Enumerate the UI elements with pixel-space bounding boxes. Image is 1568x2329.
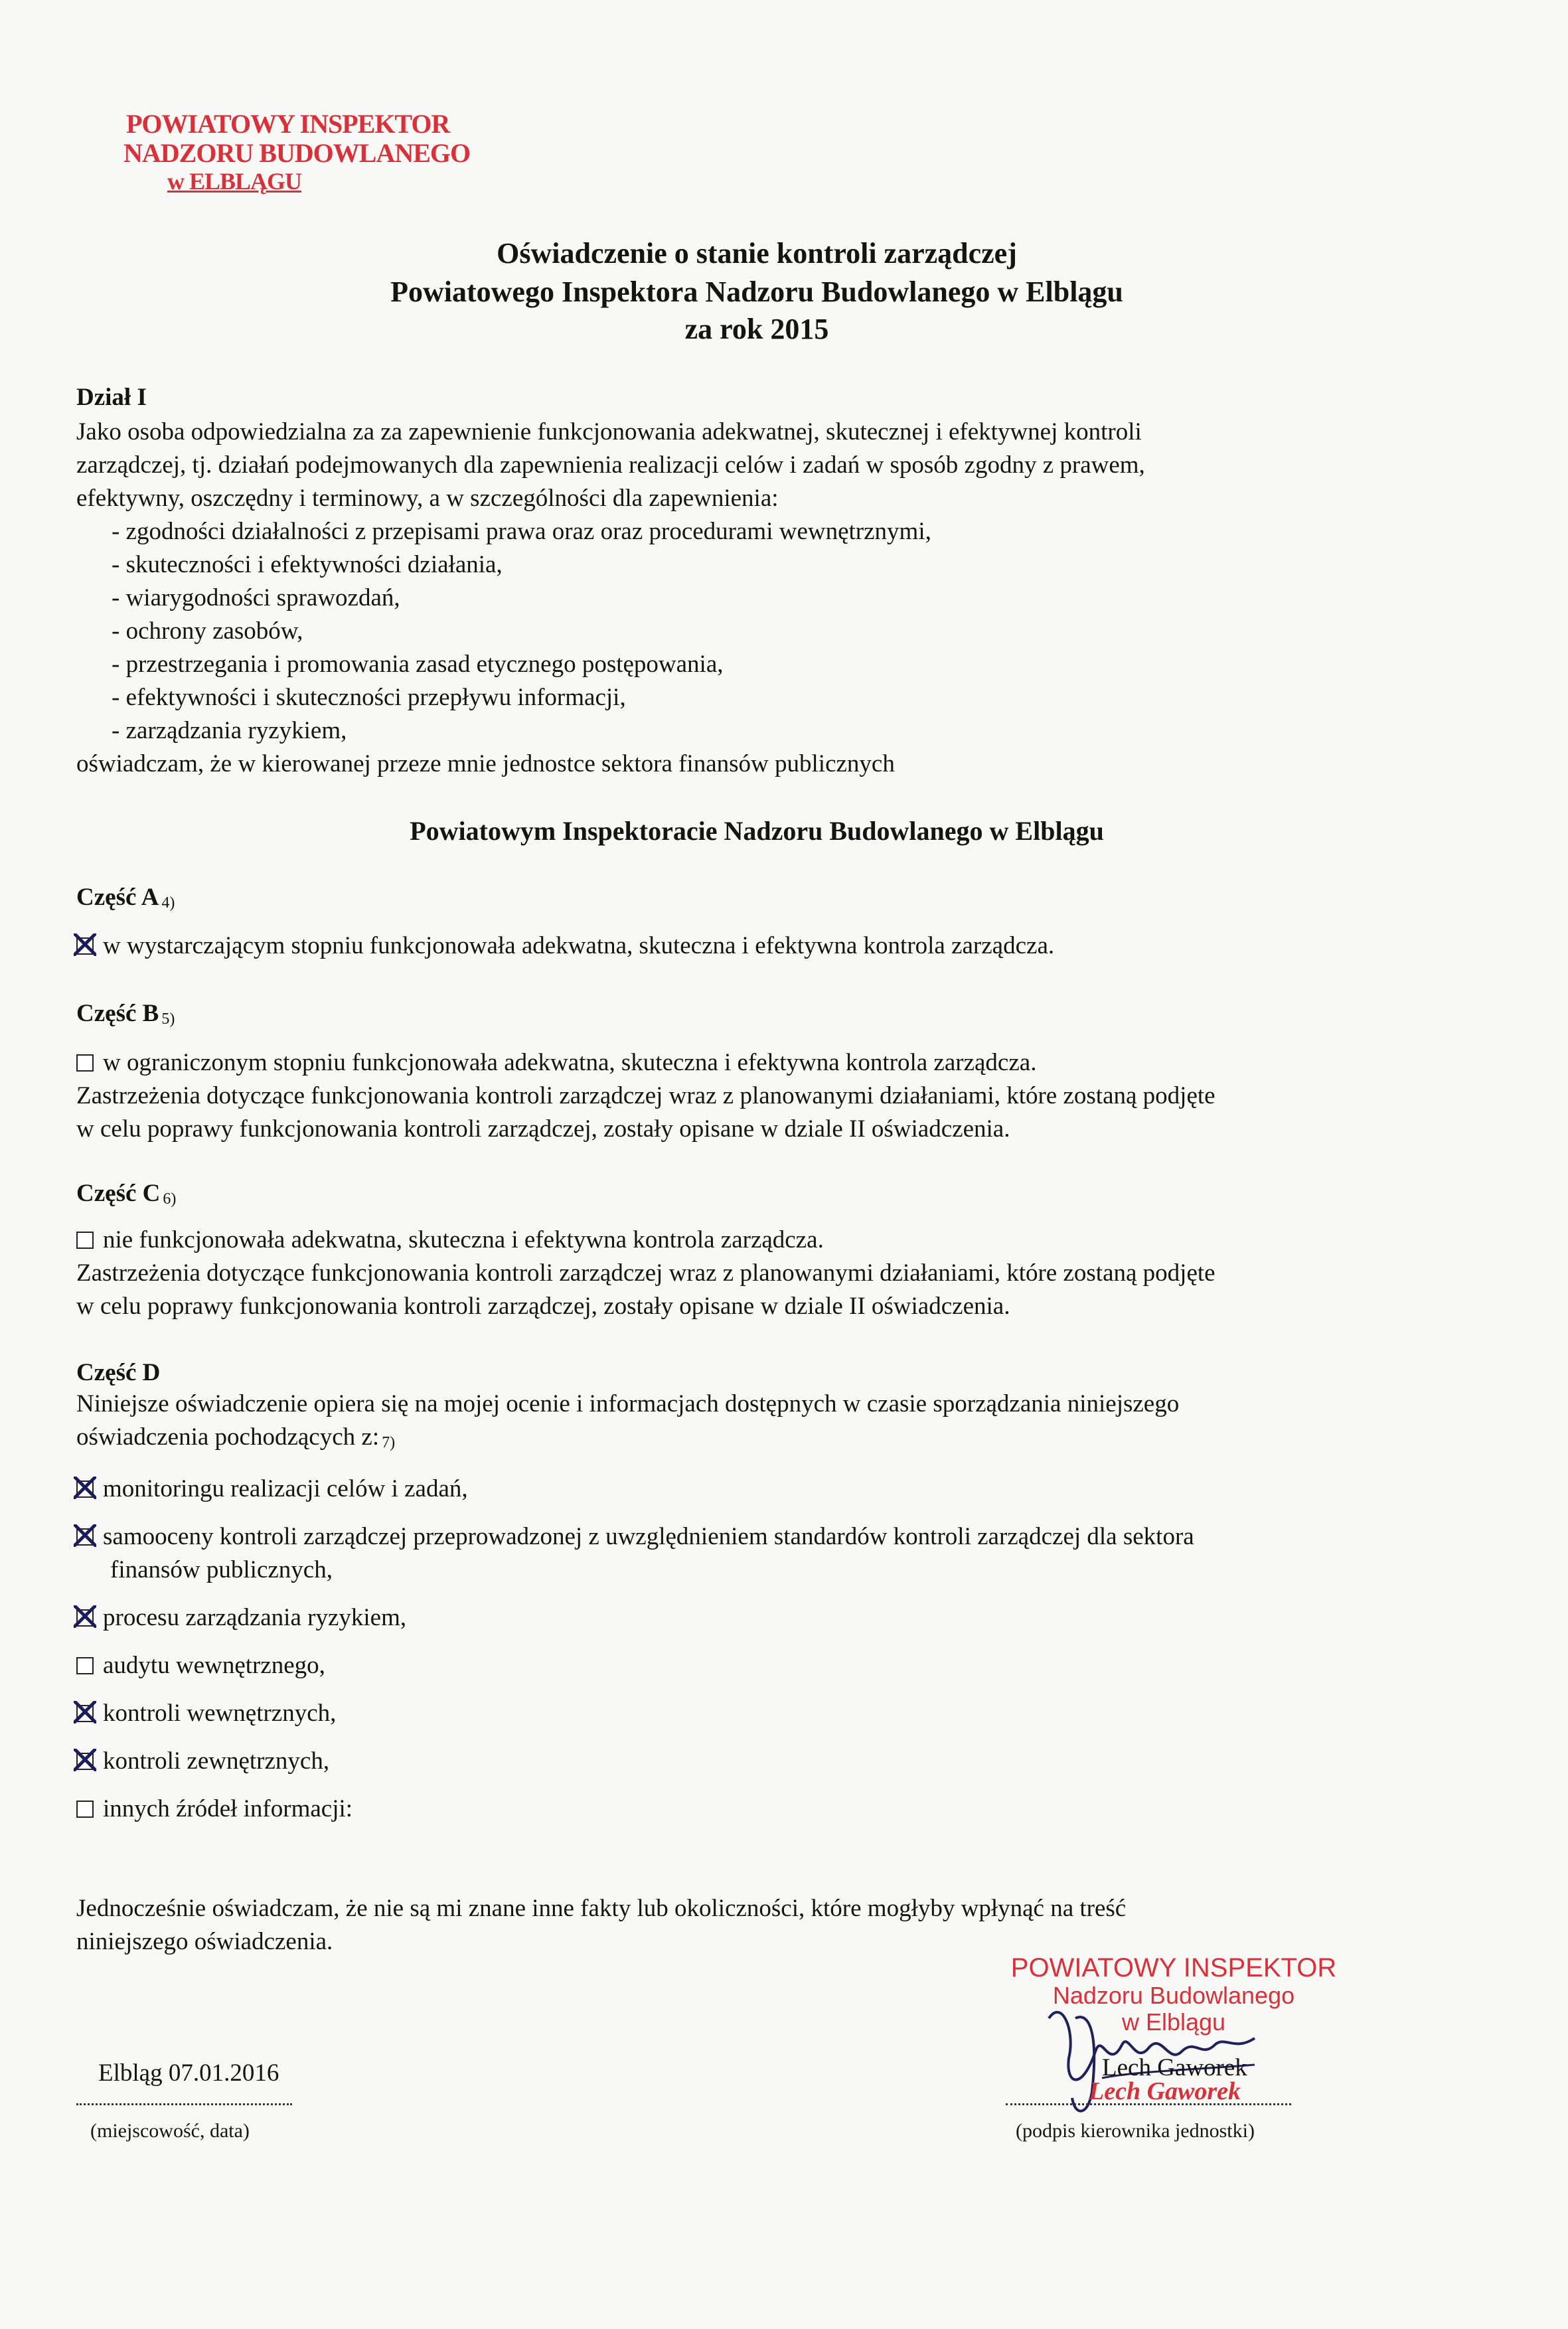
- stamp-line-3: w ELBLĄGU: [167, 168, 302, 195]
- part-b-checkbox[interactable]: [76, 1054, 94, 1072]
- part-d-intro-line-1: Niniejsze oświadczenie opiera się na mojej ocenie i informacjach dostępnych w czasie sporządzania niniejszego: [76, 1390, 1180, 1417]
- part-c-checkbox[interactable]: [76, 1232, 94, 1249]
- source-checkbox[interactable]: [76, 1657, 94, 1674]
- source-option: [76, 1697, 336, 1730]
- footnote-ref: 4): [161, 894, 175, 912]
- signature-line: [1006, 2103, 1291, 2105]
- source-checkbox[interactable]: [76, 1528, 94, 1546]
- intro-line-1: Jako osoba odpowiedzialna za za zapewnienie funkcjonowania adekwatnej, skutecznej i efektywnej kontroli: [76, 418, 1142, 445]
- part-b-heading: [76, 999, 175, 1028]
- source-label: kontroli wewnętrznych,: [103, 1700, 337, 1727]
- footnote-ref: 7): [382, 1434, 396, 1451]
- part-c-option: [76, 1224, 824, 1257]
- stamp-line-2: Nadzoru Budowlanego: [1052, 1982, 1295, 2009]
- stamp-line-1: POWIATOWY INSPEKTOR: [1010, 1953, 1337, 1982]
- part-a-checkbox[interactable]: [76, 937, 94, 955]
- source-checkbox[interactable]: [76, 1481, 94, 1498]
- part-c-heading: [76, 1179, 176, 1208]
- source-option: [76, 1745, 329, 1778]
- intro-line-2: zarządczej, tj. działań podejmowanych dla zapewnienia realizacji celów i zadań w sposób zgodny z prawem,: [76, 451, 1145, 479]
- stamp-line-2: NADZORU BUDOWLANEGO: [123, 138, 471, 168]
- source-label-continued: finansów publicznych,: [110, 1556, 333, 1583]
- institution-stamp: [123, 109, 471, 195]
- place-date-caption: (miejscowość, data): [90, 2120, 250, 2142]
- part-b-reservation-line-1: Zastrzeżenia dotyczące funkcjonowania kontroli zarządczej wraz z planowanymi działaniami, które zostaną podjęte: [76, 1082, 1215, 1109]
- list-item: - zarządzania ryzykiem,: [112, 717, 347, 744]
- signature-caption: (podpis kierownika jednostki): [1016, 2120, 1255, 2142]
- source-option: [76, 1601, 406, 1635]
- source-label: monitoringu realizacji celów i zadań,: [103, 1475, 468, 1502]
- intro-line-3: efektywny, oszczędny i terminowy, a w szczególności dla zapewnienia:: [76, 485, 779, 512]
- part-b-reservation-line-2: w celu poprawy funkcjonowania kontroli zarządczej, zostały opisane w dziale II oświadczenia.: [76, 1115, 1010, 1143]
- part-d-heading: Część D: [76, 1359, 161, 1386]
- footnote-ref: 6): [163, 1190, 177, 1208]
- part-b-title: Część B: [76, 1000, 159, 1027]
- list-item: - przestrzegania i promowania zasad etycznego postępowania,: [112, 651, 724, 678]
- source-checkbox[interactable]: [76, 1609, 94, 1627]
- part-a-heading: [76, 883, 175, 912]
- stamp-line-3: w Elblągu: [1121, 2008, 1226, 2036]
- source-checkbox[interactable]: [76, 1753, 94, 1770]
- part-b-option: [76, 1046, 1036, 1080]
- source-label: innych źródeł informacji:: [103, 1795, 353, 1822]
- source-checkbox[interactable]: [76, 1705, 94, 1722]
- list-item: - skuteczności i efektywności działania,: [112, 551, 503, 578]
- title-line-3: za rok 2015: [684, 313, 829, 345]
- footnote-ref: 5): [161, 1010, 175, 1028]
- part-c-text: nie funkcjonowała adekwatna, skuteczna i efektywna kontrola zarządcza.: [103, 1226, 824, 1253]
- source-option: [76, 1649, 325, 1682]
- source-option: [76, 1520, 1194, 1554]
- stamp-line-1: POWIATOWY INSPEKTOR: [126, 109, 450, 139]
- list-item: - wiarygodności sprawozdań,: [112, 584, 400, 611]
- list-item: - ochrony zasobów,: [112, 617, 303, 645]
- closing-line-2: niniejszego oświadczenia.: [76, 1928, 333, 1955]
- source-label: procesu zarządzania ryzykiem,: [103, 1604, 407, 1631]
- statement-line: oświadczam, że w kierowanej przeze mnie jednostce sektora finansów publicznych: [76, 750, 895, 777]
- source-option: [76, 1793, 353, 1826]
- part-d-intro-text: oświadczenia pochodzących z:: [76, 1423, 380, 1451]
- signer-name-stamp: Lech Gaworek: [1089, 2077, 1241, 2105]
- source-checkbox[interactable]: [76, 1801, 94, 1818]
- part-a-option: [76, 929, 1054, 963]
- list-item: - efektywności i skuteczności przepływu informacji,: [112, 684, 626, 711]
- part-a-text: w wystarczającym stopniu funkcjonowała adekwatna, skuteczna i efektywna kontrola zarządcza.: [103, 932, 1055, 959]
- part-c-title: Część C: [76, 1180, 161, 1207]
- source-label: samooceny kontroli zarządczej przeprowadzonej z uwzględnieniem standardów kontroli zarządczej dla sektora: [103, 1523, 1194, 1550]
- closing-line-1: Jednocześnie oświadczam, że nie są mi znane inne fakty lub okoliczności, które mogłyby wpłynąć na treść: [76, 1895, 1127, 1922]
- source-label: kontroli zewnętrznych,: [103, 1747, 330, 1775]
- signer-name: Lech Gaworek: [1102, 2054, 1247, 2081]
- part-b-text: w ograniczonym stopniu funkcjonowała adekwatna, skuteczna i efektywna kontrola zarządcza.: [103, 1049, 1037, 1076]
- part-c-reservation-line-2: w celu poprawy funkcjonowania kontroli zarządczej, zostały opisane w dziale II oświadczenia.: [76, 1293, 1010, 1320]
- unit-name: Powiatowym Inspektoracie Nadzoru Budowlanego w Elblągu: [410, 816, 1104, 846]
- section-heading-dzial-1: Dział I: [76, 384, 147, 411]
- source-option: [76, 1473, 468, 1506]
- part-a-title: Część A: [76, 884, 159, 911]
- title-line-1: Oświadczenie o stanie kontroli zarządczej: [497, 237, 1017, 270]
- part-d-intro-line-2: [76, 1421, 395, 1457]
- title-line-2: Powiatowego Inspektora Nadzoru Budowlanego w Elblągu: [390, 276, 1123, 308]
- place-date: Elbląg 07.01.2016: [98, 2059, 279, 2087]
- place-date-line: [76, 2103, 292, 2105]
- list-item: - zgodności działalności z przepisami prawa oraz oraz procedurami wewnętrznymi,: [112, 518, 931, 545]
- part-c-reservation-line-1: Zastrzeżenia dotyczące funkcjonowania kontroli zarządczej wraz z planowanymi działaniami, które zostaną podjęte: [76, 1259, 1215, 1287]
- source-label: audytu wewnętrznego,: [103, 1652, 325, 1679]
